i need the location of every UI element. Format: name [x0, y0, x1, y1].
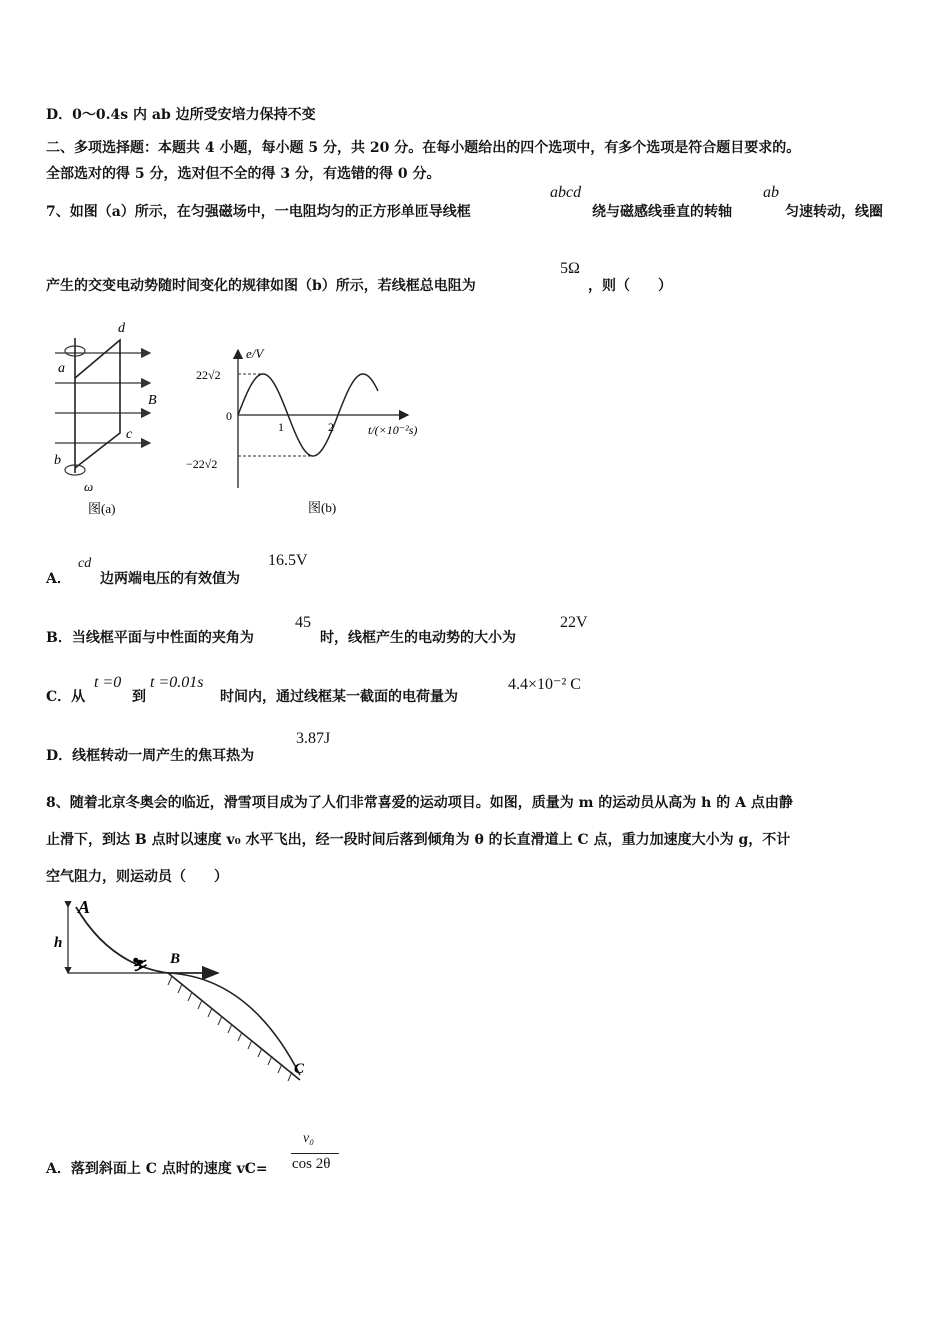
q7-figure-a	[50, 318, 170, 518]
q7-frame-name: abcd	[550, 184, 582, 201]
q8-option-a-text: A．落到斜面上 C 点时的速度 vC=	[46, 1161, 268, 1177]
q8-figure	[50, 895, 330, 1095]
q7-option-c-t1: t =0.01s	[150, 674, 204, 691]
coil	[75, 338, 120, 473]
figure-a-caption: 图(a)	[88, 501, 116, 516]
q8-option-a-denominator: cos 2θ	[292, 1156, 331, 1172]
fraction-bar	[291, 1153, 339, 1154]
q7-figure-b	[180, 340, 450, 520]
label-B: B	[148, 393, 157, 408]
figure-b-caption: 图(b)	[308, 500, 337, 515]
q7-option-b-angle: 45	[295, 614, 311, 631]
q7-option-c-value: 4.4×10⁻² C	[508, 676, 581, 693]
label-d: d	[118, 321, 125, 336]
label-a: a	[58, 361, 65, 376]
q7-option-d-text: D．线框转动一周产生的焦耳热为	[46, 748, 255, 764]
q7-stem-part1: 7、如图（a）所示，在匀强磁场中，一电阻均匀的正方形单匝导线框	[46, 204, 471, 220]
y-min-label: −22√2	[186, 457, 218, 471]
q7-resistance: 5Ω	[560, 260, 580, 277]
q7-option-c-t0: t =0	[94, 674, 122, 691]
field-lines	[55, 353, 150, 443]
q8-stem-line2: 止滑下，到达 B 点时以速度 v₀ 水平飞出，经一段时间后落到倾角为 θ 的长直滑道上 C 点，重力加速度大小为 g，不计	[46, 832, 791, 848]
q7-stem-part5: ，则（ ）	[588, 278, 672, 294]
q7-stem-part4: 产生的交变电动势随时间变化的规律如图（b）所示，若线框总电阻为	[46, 278, 476, 294]
x-axis-label: t/(×10⁻²s)	[368, 423, 418, 437]
x-tick-2: 2	[328, 420, 334, 434]
label-h: h	[54, 935, 63, 951]
label-A: A	[78, 897, 91, 917]
q7-option-b-text: B．当线框平面与中性面的夹角为	[46, 630, 254, 646]
q7-option-b-text2: 时，线框产生的电动势的大小为	[320, 630, 516, 646]
q8-stem-line1: 8、随着北京冬奥会的临近，滑雪项目成为了人们非常喜爱的运动项目。如图，质量为 m 的运动员从高为 h 的 A 点由静	[46, 795, 793, 811]
q7-stem-part2: 绕与磁感线垂直的转轴	[592, 204, 732, 220]
q7-option-c-to: 到	[132, 689, 146, 705]
q8-stem-line3: 空气阻力，则运动员（ ）	[46, 869, 228, 885]
y-axis-label: e/V	[246, 346, 264, 361]
q7-option-a-prefix: A．	[46, 571, 71, 587]
q7-option-a-symbol: cd	[78, 556, 92, 571]
x-tick-1: 1	[278, 420, 284, 434]
q8-option-a-numerator: v₀	[303, 1131, 315, 1146]
section-heading-line1: 二、多项选择题：本题共 4 小题，每小题 5 分，共 20 分。在每小题给出的四个选项中，有多个选项是符合题目要求的。	[46, 140, 801, 156]
q7-axis-name: ab	[763, 184, 779, 201]
incline-line	[168, 973, 300, 1080]
section-heading-line2: 全部选对的得 5 分，选对但不全的得 3 分，有选错的得 0 分。	[46, 166, 441, 182]
q7-option-b-value: 22V	[560, 614, 588, 631]
y-max-label: 22√2	[196, 368, 221, 382]
label-C: C	[294, 1061, 305, 1077]
q7-option-d-value: 3.87J	[296, 730, 331, 747]
q7-option-a-value: 16.5V	[268, 552, 308, 569]
label-omega: ω	[84, 479, 94, 494]
label-c: c	[126, 427, 133, 442]
skier-icon: ⛷	[132, 957, 149, 972]
origin-label: 0	[226, 409, 232, 423]
q7-option-c-text: C．从	[46, 689, 86, 705]
q7-option-c-text2: 时间内，通过线框某一截面的电荷量为	[220, 689, 458, 705]
prev-option-d: D．0～0.4s 内 ab 边所受安培力保持不变	[46, 107, 316, 123]
label-b: b	[54, 453, 61, 468]
label-B: B	[170, 951, 181, 967]
q7-stem-part3: 匀速转动，线圈	[785, 204, 883, 220]
q7-option-a-text: 边两端电压的有效值为	[100, 571, 240, 587]
